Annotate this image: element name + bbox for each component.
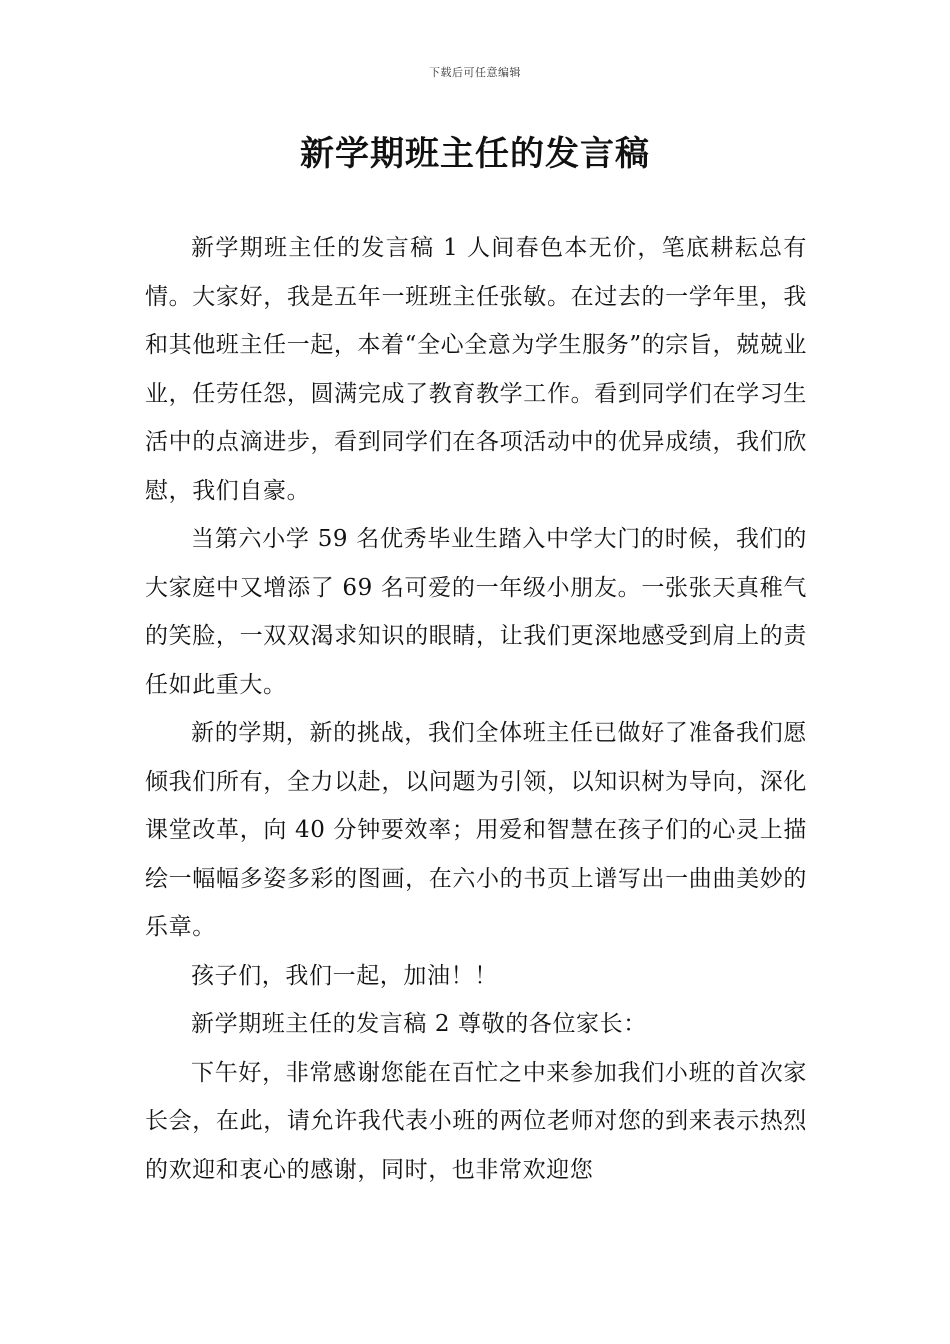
document-title: 新学期班主任的发言稿 [300, 134, 650, 174]
paragraph-6: 下午好，非常感谢您能在百忙之中来参加我们小班的首次家长会，在此，请允许我代表小班的两位老师对您的到来表示热烈的欢迎和衷心的感谢，同时，也非常欢迎您 [145, 1059, 807, 1183]
header-note: 下载后可任意编辑 [429, 66, 521, 79]
paragraph-5: 新学期班主任的发言稿 2 尊敬的各位家长： [191, 1011, 647, 1037]
paragraph-3: 新的学期，新的挑战，我们全体班主任已做好了准备我们愿倾我们所有，全力以赴，以问题为引领，以知识树为导向，深化课堂改革，向 40 分钟要效率；用爱和智慧在孩子们的心灵上描绘一幅幅多姿多彩的图画，在六小的书页上谱写出一曲曲美妙的乐章。 [145, 720, 807, 940]
document-body [145, 224, 807, 1194]
paragraph-2: 当第六小学 59 名优秀毕业生踏入中学大门的时候，我们的大家庭中又增添了 69 名可爱的一年级小朋友。一张张天真稚气的笑脸，一双双渴求知识的眼睛，让我们更深地感受到肩上的责任如此重大。 [145, 526, 807, 698]
paragraph-1: 新学期班主任的发言稿 1 人间春色本无价，笔底耕耘总有情。大家好，我是五年一班班主任张敏。在过去的一学年里，我和其他班主任一起，本着“全心全意为学生服务”的宗旨，兢兢业业，任劳任怨，圆满完成了教育教学工作。看到同学们在学习生活中的点滴进步，看到同学们在各项活动中的优异成绩，我们欣慰，我们自豪。 [145, 235, 807, 504]
paragraph-4: 孩子们，我们一起，加油！！ [191, 962, 498, 989]
